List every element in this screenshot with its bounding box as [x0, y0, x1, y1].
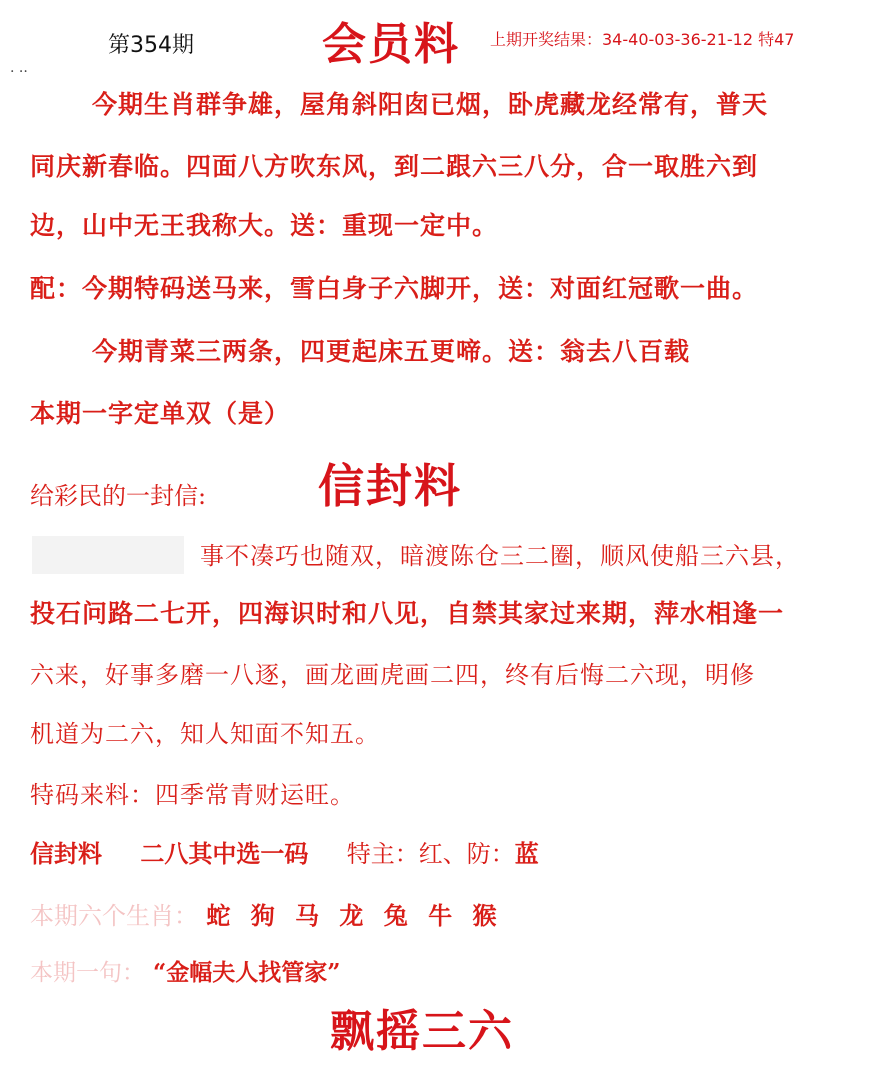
last-draw-result: 上期开奖结果：34-40-03-36-21-12 特47 — [490, 30, 795, 49]
poem-line-4: 配：今期特码送马来，雪白身子六脚开，送：对面红冠歌一曲。 — [30, 274, 759, 303]
color-guard: 蓝 — [514, 839, 539, 868]
zodiac-label: 本期六个生肖： — [30, 902, 198, 930]
color-guard-label: 防： — [466, 840, 515, 868]
letter-line-4: 机道为二六，知人知面不知五。 — [30, 720, 380, 748]
blank-patch — [32, 536, 184, 574]
zodiac-list: 蛇 狗 马 龙 兔 牛 猴 — [206, 901, 503, 930]
letter-title: 信封料 — [318, 459, 462, 513]
poem-line-5: 今期青菜三两条，四更起床五更啼。送：翁去八百载 — [92, 337, 691, 366]
phrase-label: 本期一句： — [30, 960, 145, 986]
letter-label: 给彩民的一封信: — [30, 482, 207, 510]
issue-number: 第354期 — [108, 33, 194, 58]
zodiac-row — [30, 896, 503, 931]
letter-line-5: 特码来料：四季常青财运旺。 — [30, 781, 355, 809]
letter-line-3: 六来，好事多磨一八逐，画龙画虎画二四，终有后悔二六现，明修 — [30, 661, 755, 689]
scan-dots: . .. — [10, 60, 28, 76]
poem-line-1: 今期生肖群争雄，屋角斜阳囱已烟，卧虎藏龙经常有，普天 — [92, 90, 769, 119]
poem-line-6: 本期一字定单双（是） — [30, 399, 291, 428]
letter-line-2: 投石问路二七开，四海识时和八见，自禁其家过来期，萍水相逢一 — [30, 599, 785, 628]
summary-pick: 二八其中选一码 — [140, 839, 309, 868]
page-title: 会员料 — [322, 19, 460, 70]
phrase-text: “金幅夫人找管家” — [153, 959, 341, 986]
phrase-row — [30, 954, 340, 987]
color-main: 特主：红、 — [346, 840, 467, 868]
footer-title: 飘摇三六 — [330, 1006, 514, 1057]
letter-line-1: 事不凑巧也随双，暗渡陈仓三二圈，顺风使船三六县， — [200, 542, 800, 570]
poem-line-3: 边，山中无王我称大。送：重现一定中。 — [30, 211, 499, 240]
poem-line-2: 同庆新春临。四面八方吹东风，到二跟六三八分，合一取胜六到 — [30, 152, 759, 181]
summary-label: 信封料 — [30, 839, 102, 868]
summary-row — [30, 834, 569, 869]
